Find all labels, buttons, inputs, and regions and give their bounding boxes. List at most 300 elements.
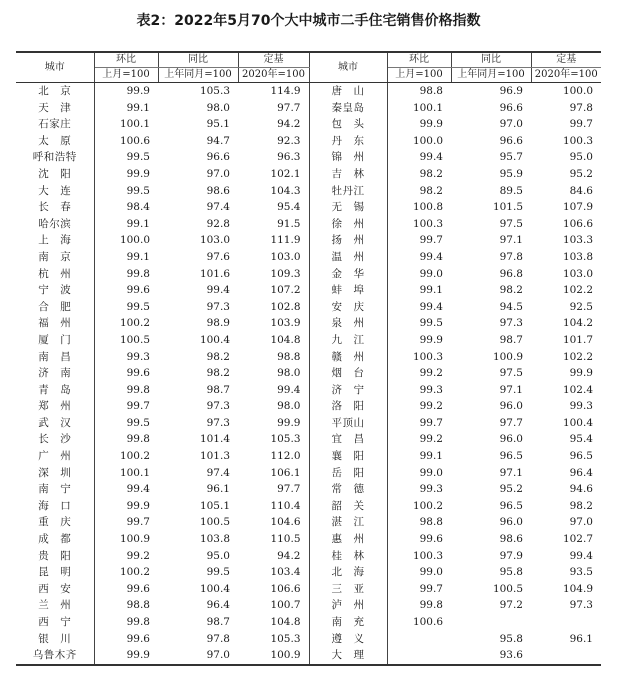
fixed-left-cell: 112.0	[270, 450, 301, 463]
yoy-left-cell: 92.8	[206, 217, 230, 230]
mom-right-cell: 99.4	[419, 300, 443, 313]
city-header-left: 城市	[16, 52, 94, 83]
fixed-right-cell: 97.0	[569, 516, 593, 529]
fixed-left-cell: 100.9	[238, 647, 309, 665]
fixed-left-cell: 104.6	[270, 516, 301, 529]
fixed-right-cell: 100.4	[562, 416, 593, 429]
yoy-right-cell: 98.6	[499, 533, 523, 546]
fixed-left-cell: 102.8	[270, 300, 301, 313]
fixed-right-cell: 102.2	[562, 284, 593, 297]
table-row	[16, 216, 601, 233]
yoy-left-cell: 94.7	[206, 134, 230, 147]
city-left-cell: 西 宁	[16, 614, 94, 631]
city-left-cell: 成 都	[16, 531, 94, 548]
table-row	[16, 299, 601, 316]
mom-right-cell: 99.5	[419, 317, 443, 330]
mom-left-cell: 99.6	[126, 367, 150, 380]
city-right-cell: 秦皇岛	[309, 100, 387, 117]
yoy-right-cell: 95.2	[499, 483, 523, 496]
mom-right-cell: 100.3	[412, 217, 443, 230]
fixed-right-cell: 104.2	[562, 317, 593, 330]
mom-right-cell	[387, 631, 451, 648]
yoy-left-cell: 101.6	[199, 267, 230, 280]
yoy-right-cell: 98.2	[499, 284, 523, 297]
fixed-right-cell: 103.8	[562, 250, 593, 263]
yoy-right-cell: 100.5	[492, 582, 523, 595]
mom-right-cell: 100.3	[412, 549, 443, 562]
yoy-right-cell: 97.1	[499, 383, 523, 396]
yoy-header-right: 同比	[451, 52, 531, 68]
city-header-right: 城市	[309, 52, 387, 83]
mom-right-cell: 99.1	[419, 284, 443, 297]
city-right-cell: 韶 关	[309, 498, 387, 515]
yoy-left-cell: 100.5	[199, 516, 230, 529]
yoy-left-cell: 101.4	[199, 433, 230, 446]
fixed-right-cell: 94.6	[569, 483, 593, 496]
fixed-right-cell: 96.1	[569, 632, 593, 645]
fixed-right-cell: 106.6	[562, 217, 593, 230]
mom-left-cell: 99.1	[126, 250, 150, 263]
fixed-right-cell: 102.4	[562, 383, 593, 396]
mom-right-cell	[387, 647, 451, 665]
city-right-cell: 大 理	[309, 647, 387, 665]
fixed-right-cell: 102.7	[562, 533, 593, 546]
table-row	[16, 166, 601, 183]
table-title: 表2：2022年5月70个大中城市二手住宅销售价格指数	[136, 13, 481, 29]
city-left-cell: 广 州	[16, 448, 94, 465]
table-row	[16, 398, 601, 415]
yoy-right-cell: 95.9	[499, 167, 523, 180]
mom-right-cell: 100.0	[412, 134, 443, 147]
city-right-cell: 丹 东	[309, 133, 387, 150]
fixed-right-cell: 99.7	[569, 118, 593, 131]
fixed-right-cell: 96.5	[569, 450, 593, 463]
yoy-left-cell: 105.1	[199, 499, 230, 512]
city-left-cell: 哈尔滨	[16, 216, 94, 233]
yoy-header-left: 同比	[158, 52, 238, 68]
table-row	[16, 581, 601, 598]
table-row	[16, 481, 601, 498]
fixed-right-cell: 107.9	[562, 201, 593, 214]
table-row	[16, 382, 601, 399]
mom-left-cell: 99.1	[126, 101, 150, 114]
mom-left-cell: 99.8	[126, 433, 150, 446]
city-left-cell: 厦 门	[16, 332, 94, 349]
mom-left-cell: 100.2	[119, 566, 150, 579]
city-left-cell: 太 原	[16, 133, 94, 150]
mom-left-cell: 99.5	[126, 184, 150, 197]
yoy-left-cell: 97.0	[158, 647, 238, 665]
fixed-left-cell: 97.7	[277, 483, 301, 496]
yoy-left-cell: 96.6	[206, 151, 230, 164]
yoy-right-cell: 97.1	[499, 466, 523, 479]
yoy-left-cell: 97.4	[206, 201, 230, 214]
table-row	[16, 548, 601, 565]
yoy-right-cell: 96.6	[499, 101, 523, 114]
table-row	[16, 315, 601, 332]
city-right-cell: 金 华	[309, 266, 387, 283]
fixed-left-cell: 98.8	[277, 350, 301, 363]
mom-right-cell: 99.3	[419, 483, 443, 496]
fixed-left-cell: 92.3	[277, 134, 301, 147]
yoy-right-cell: 97.5	[499, 217, 523, 230]
fixed-right-cell: 95.2	[569, 167, 593, 180]
yoy-right-cell: 94.5	[499, 300, 523, 313]
fixed-left-cell: 111.9	[270, 234, 301, 247]
fixed-right-cell: 99.4	[569, 549, 593, 562]
city-left-cell: 深 圳	[16, 465, 94, 482]
city-left-cell: 合 肥	[16, 299, 94, 316]
fixed-left-cell: 98.0	[277, 367, 301, 380]
city-left-cell: 青 岛	[16, 382, 94, 399]
table-row	[16, 415, 601, 432]
mom-right-cell: 100.2	[412, 499, 443, 512]
yoy-right-cell: 96.5	[499, 499, 523, 512]
table-row	[16, 448, 601, 465]
fixed-left-cell: 110.4	[270, 499, 301, 512]
city-right-cell: 惠 州	[309, 531, 387, 548]
yoy-right-cell: 95.7	[499, 151, 523, 164]
mom-right-cell: 100.1	[412, 101, 443, 114]
table-row	[16, 199, 601, 216]
mom-left-cell: 100.5	[119, 333, 150, 346]
mom-left-cell: 99.9	[126, 499, 150, 512]
fixed-right-cell: 96.4	[569, 466, 593, 479]
mom-left-cell: 98.4	[126, 201, 150, 214]
city-left-cell: 杭 州	[16, 266, 94, 283]
fixed-right-cell: 97.3	[569, 599, 593, 612]
city-right-cell: 宜 昌	[309, 431, 387, 448]
mom-right-cell: 99.8	[419, 599, 443, 612]
fixed-header-right: 定基	[531, 52, 601, 68]
mom-left-cell: 99.9	[126, 85, 150, 97]
yoy-right-cell: 96.0	[499, 433, 523, 446]
yoy-left-cell: 100.4	[199, 582, 230, 595]
table-row	[16, 631, 601, 648]
yoy-right-cell: 89.5	[499, 184, 523, 197]
table-row	[16, 465, 601, 482]
yoy-left-cell: 96.4	[206, 599, 230, 612]
fixed-right-cell: 99.9	[569, 367, 593, 380]
city-right-cell: 牡丹江	[309, 183, 387, 200]
mom-right-cell: 99.2	[419, 367, 443, 380]
city-left-cell: 福 州	[16, 315, 94, 332]
table-row	[16, 249, 601, 266]
yoy-left-cell: 97.8	[206, 632, 230, 645]
mom-left-cell: 99.5	[126, 151, 150, 164]
yoy-right-cell: 97.0	[499, 118, 523, 131]
mom-right-cell: 99.2	[419, 433, 443, 446]
yoy-right-cell: 97.1	[499, 234, 523, 247]
fixed-right-cell: 92.5	[569, 300, 593, 313]
price-index-table	[16, 51, 601, 666]
mom-left-cell: 100.1	[119, 466, 150, 479]
city-right-cell: 岳 阳	[309, 465, 387, 482]
yoy-left-cell: 101.3	[199, 450, 230, 463]
yoy-left-cell: 103.8	[199, 533, 230, 546]
fixed-right-cell: 103.0	[562, 267, 593, 280]
city-left-cell: 大 连	[16, 183, 94, 200]
city-left-cell: 银 川	[16, 631, 94, 648]
mom-left-cell: 99.4	[126, 483, 150, 496]
mom-left-cell: 100.0	[119, 234, 150, 247]
fixed-left-cell: 110.5	[270, 533, 301, 546]
mom-right-cell: 98.8	[419, 516, 443, 529]
fixed-base-left: 2020年=100	[238, 68, 309, 83]
fixed-right-cell: 99.3	[569, 400, 593, 413]
city-left-cell: 石家庄	[16, 116, 94, 133]
fixed-right-cell: 97.8	[569, 101, 593, 114]
fixed-left-cell: 97.7	[277, 101, 301, 114]
mom-right-cell: 99.7	[419, 582, 443, 595]
mom-base-left: 上月=100	[94, 68, 158, 83]
city-left-cell: 长 春	[16, 199, 94, 216]
fixed-right-cell: 84.6	[569, 184, 593, 197]
mom-left-cell: 99.3	[126, 350, 150, 363]
yoy-left-cell: 95.0	[206, 549, 230, 562]
yoy-left-cell: 98.9	[206, 317, 230, 330]
yoy-right-cell: 96.0	[499, 516, 523, 529]
fixed-left-cell: 100.7	[270, 599, 301, 612]
yoy-left-cell: 99.4	[206, 284, 230, 297]
mom-right-cell: 99.0	[419, 466, 443, 479]
city-right-cell: 安 庆	[309, 299, 387, 316]
fixed-left-cell: 96.3	[277, 151, 301, 164]
mom-left-cell: 100.1	[119, 118, 150, 131]
fixed-left-cell: 109.3	[270, 267, 301, 280]
city-left-cell: 郑 州	[16, 398, 94, 415]
yoy-right-cell: 97.9	[499, 549, 523, 562]
yoy-left-cell: 98.2	[206, 367, 230, 380]
city-left-cell: 重 庆	[16, 514, 94, 531]
mom-left-cell: 99.1	[126, 217, 150, 230]
mom-right-cell: 99.0	[419, 267, 443, 280]
city-left-cell: 呼和浩特	[16, 149, 94, 166]
yoy-left-cell: 103.0	[199, 234, 230, 247]
yoy-left-cell: 97.3	[206, 400, 230, 413]
fixed-right-cell: 104.9	[562, 582, 593, 595]
city-right-cell: 吉 林	[309, 166, 387, 183]
city-right-cell: 扬 州	[309, 232, 387, 249]
table-row	[16, 133, 601, 150]
mom-right-cell: 99.4	[419, 151, 443, 164]
mom-left-cell: 99.6	[126, 284, 150, 297]
table-row	[16, 647, 601, 665]
mom-left-cell: 100.6	[119, 134, 150, 147]
city-left-cell: 海 口	[16, 498, 94, 515]
mom-right-cell: 99.4	[419, 250, 443, 263]
mom-left-cell: 99.9	[126, 167, 150, 180]
mom-left-cell: 99.6	[126, 582, 150, 595]
table-row	[16, 282, 601, 299]
fixed-left-cell: 95.4	[277, 201, 301, 214]
table-row	[16, 514, 601, 531]
mom-left-cell: 99.7	[126, 516, 150, 529]
mom-right-cell: 100.8	[412, 201, 443, 214]
mom-left-cell: 100.2	[119, 450, 150, 463]
yoy-right-cell: 100.9	[492, 350, 523, 363]
table-row	[16, 232, 601, 249]
yoy-left-cell: 100.4	[199, 333, 230, 346]
mom-right-cell: 99.9	[419, 118, 443, 131]
mom-right-cell: 99.1	[419, 450, 443, 463]
mom-right-cell: 99.7	[419, 234, 443, 247]
table-row	[16, 531, 601, 548]
mom-left-cell: 99.7	[126, 400, 150, 413]
table-row	[16, 597, 601, 614]
city-right-cell: 湛 江	[309, 514, 387, 531]
mom-right-cell: 98.8	[419, 85, 443, 97]
fixed-left-cell: 106.6	[270, 582, 301, 595]
table-row	[16, 100, 601, 117]
fixed-right-cell: 98.2	[569, 499, 593, 512]
city-left-cell: 长 沙	[16, 431, 94, 448]
yoy-right-cell	[451, 614, 531, 631]
city-right-cell: 济 宁	[309, 382, 387, 399]
fixed-header-left: 定基	[238, 52, 309, 68]
fixed-left-cell: 106.1	[270, 466, 301, 479]
yoy-right-cell: 95.8	[499, 566, 523, 579]
fixed-right-cell: 93.5	[569, 566, 593, 579]
yoy-right-cell: 96.5	[499, 450, 523, 463]
table-row	[16, 83, 601, 100]
yoy-left-cell: 97.3	[206, 300, 230, 313]
mom-base-right: 上月=100	[387, 68, 451, 83]
yoy-left-cell: 98.7	[206, 383, 230, 396]
yoy-right-cell: 96.0	[499, 400, 523, 413]
fixed-left-cell: 99.4	[277, 383, 301, 396]
city-left-cell: 天 津	[16, 100, 94, 117]
yoy-base-right: 上年同月=100	[451, 68, 531, 83]
city-left-cell: 南 京	[16, 249, 94, 266]
fixed-left-cell: 107.2	[270, 284, 301, 297]
fixed-right-cell	[531, 647, 601, 665]
table-row	[16, 564, 601, 581]
mom-right-cell: 99.6	[419, 533, 443, 546]
mom-left-cell: 99.2	[126, 549, 150, 562]
mom-right-cell: 100.6	[412, 616, 443, 628]
city-left-cell: 宁 波	[16, 282, 94, 299]
city-right-cell: 徐 州	[309, 216, 387, 233]
mom-left-cell: 99.9	[94, 647, 158, 665]
fixed-left-cell: 103.0	[270, 250, 301, 263]
fixed-right-cell: 100.3	[562, 134, 593, 147]
mom-right-cell: 100.3	[412, 350, 443, 363]
mom-left-cell: 100.2	[119, 317, 150, 330]
yoy-left-cell: 95.1	[206, 118, 230, 131]
table-row	[16, 116, 601, 133]
city-right-cell: 平顶山	[309, 415, 387, 432]
yoy-left-cell: 98.0	[206, 101, 230, 114]
yoy-left-cell: 97.3	[206, 416, 230, 429]
fixed-left-cell: 103.9	[270, 317, 301, 330]
yoy-left-cell: 98.6	[206, 184, 230, 197]
mom-header-left: 环比	[94, 52, 158, 68]
table-row	[16, 332, 601, 349]
mom-left-cell: 99.8	[126, 383, 150, 396]
mom-left-cell: 99.5	[126, 300, 150, 313]
city-left-cell: 南 昌	[16, 349, 94, 366]
yoy-left-cell: 99.5	[206, 566, 230, 579]
city-right-cell: 襄 阳	[309, 448, 387, 465]
fixed-base-right: 2020年=100	[531, 68, 601, 83]
city-right-cell: 泉 州	[309, 315, 387, 332]
table-row	[16, 431, 601, 448]
city-right-cell: 烟 台	[309, 365, 387, 382]
yoy-right-cell: 96.9	[499, 85, 523, 97]
mom-right-cell: 99.2	[419, 400, 443, 413]
fixed-right-cell: 95.0	[569, 151, 593, 164]
fixed-left-cell: 91.5	[277, 217, 301, 230]
city-right-cell: 温 州	[309, 249, 387, 266]
mom-right-cell: 99.7	[419, 416, 443, 429]
mom-left-cell: 98.8	[126, 599, 150, 612]
city-left-cell: 南 宁	[16, 481, 94, 498]
city-right-cell: 蚌 埠	[309, 282, 387, 299]
city-left-cell: 济 南	[16, 365, 94, 382]
yoy-right-cell: 93.6	[451, 647, 531, 665]
fixed-left-cell: 98.0	[277, 400, 301, 413]
fixed-right-cell	[531, 614, 601, 631]
fixed-right-cell: 102.2	[562, 350, 593, 363]
city-right-cell: 遵 义	[309, 631, 387, 648]
city-right-cell: 包 头	[309, 116, 387, 133]
yoy-right-cell: 97.7	[499, 416, 523, 429]
table-row	[16, 149, 601, 166]
fixed-left-cell: 94.2	[277, 549, 301, 562]
mom-left-cell: 100.9	[119, 533, 150, 546]
yoy-right-cell: 96.6	[499, 134, 523, 147]
yoy-right-cell: 97.2	[499, 599, 523, 612]
city-left-cell: 北 京	[16, 83, 94, 100]
yoy-base-left: 上年同月=100	[158, 68, 238, 83]
city-right-cell: 南 充	[309, 614, 387, 631]
city-right-cell: 桂 林	[309, 548, 387, 565]
mom-header-right: 环比	[387, 52, 451, 68]
city-right-cell: 锦 州	[309, 149, 387, 166]
yoy-left-cell: 97.0	[206, 167, 230, 180]
yoy-right-cell: 101.5	[492, 201, 523, 214]
yoy-left-cell: 98.2	[206, 350, 230, 363]
yoy-left-cell: 97.6	[206, 250, 230, 263]
city-right-cell: 洛 阳	[309, 398, 387, 415]
city-left-cell: 上 海	[16, 232, 94, 249]
yoy-left-cell: 105.3	[199, 85, 230, 97]
city-left-cell: 武 汉	[16, 415, 94, 432]
city-right-cell: 泸 州	[309, 597, 387, 614]
mom-right-cell: 98.2	[419, 184, 443, 197]
yoy-left-cell: 98.7	[206, 616, 230, 628]
mom-left-cell: 99.8	[126, 267, 150, 280]
table-row	[16, 498, 601, 515]
table-row	[16, 614, 601, 631]
city-right-cell: 无 锡	[309, 199, 387, 216]
fixed-left-cell: 104.3	[270, 184, 301, 197]
mom-right-cell: 99.0	[419, 566, 443, 579]
fixed-left-cell: 99.9	[277, 416, 301, 429]
mom-right-cell: 98.2	[419, 167, 443, 180]
city-left-cell: 昆 明	[16, 564, 94, 581]
table-row	[16, 349, 601, 366]
yoy-left-cell: 96.1	[206, 483, 230, 496]
fixed-left-cell: 114.9	[270, 85, 301, 97]
city-left-cell: 沈 阳	[16, 166, 94, 183]
city-left-cell: 贵 阳	[16, 548, 94, 565]
fixed-left-cell: 102.1	[270, 167, 301, 180]
yoy-right-cell: 98.7	[499, 333, 523, 346]
fixed-right-cell: 101.7	[562, 333, 593, 346]
mom-right-cell: 99.3	[419, 383, 443, 396]
